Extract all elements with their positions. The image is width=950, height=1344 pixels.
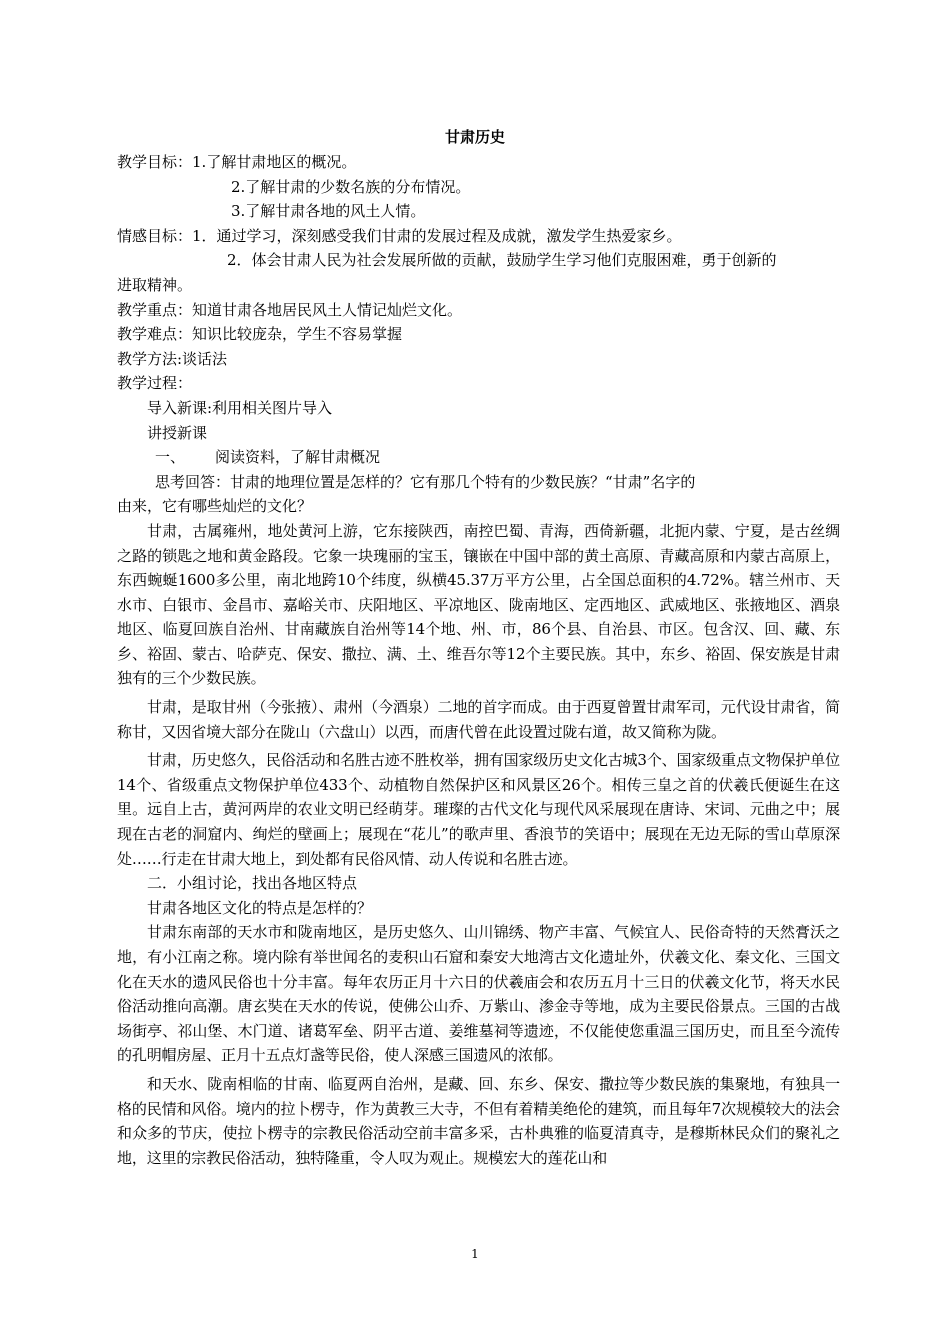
objective-line-2: 2.了解甘肃的少数名族的分布情况。 bbox=[231, 177, 471, 196]
question-1-line-1: 思考回答：甘肃的地理位置是怎样的？它有那几个特有的少数民族？“甘肃”名字的 bbox=[155, 472, 696, 491]
section-1-heading bbox=[117, 445, 840, 470]
objective-line-1 bbox=[117, 150, 840, 175]
lecture-line: 讲授新课 bbox=[147, 423, 208, 442]
objective-item: 1.了解甘肃地区的概况。 bbox=[192, 153, 357, 171]
paragraph-tianshui: 甘肃东南部的天水市和陇南地区，是历史悠久、山川锦绣、物产丰富、气候宜人、民俗奇特的天然膏沃之地，有小江南之称。境内除有举世闻名的麦积山石窟和秦安大地湾古文化遗址外，伏羲文化、秦文化、三国文化在天水的遗风民俗也十分丰富。每年农历正月十六日的伏羲庙会和农历五月十三日的伏羲文化节，将天水民俗活动推向高潮。唐玄奘在天水的传说，使佛公山乔、万紫山、渗金寺等地，成为主要民俗景点。三国的古战场街亭、祁山堡、木门道、诸葛军垒、阴平古道、姜维墓祠等遗迹，不仅能使您重温三国历史，而且至今流传的孔明帽房屋、正月十五点灯盏等民俗，使人深感三国遗风的浓郁。 bbox=[117, 923, 840, 1065]
teaching-method: 教学方法:谈话法 bbox=[117, 349, 228, 368]
paragraph-overview: 甘肃，古属雍州，地处黄河上游，它东接陕西，南控巴蜀、青海，西倚新疆，北扼内蒙、宁夏，是古丝绸之路的锁匙之地和黄金路段。它象一块瑰丽的宝玉，镶嵌在中国中部的黄土高原、青藏高原和内蒙古高原上，东西蜿蜒1600多公里，南北地跨10个纬度，纵横45.37万平方公里，占全国总面积的4.72%。辖兰州市、天水市、白银市、金昌市、嘉峪关市、庆阳地区、平凉地区、陇南地区、定西地区、武威地区、张掖地区、酒泉地区、临夏回族自治州、甘南藏族自治州等14个地、州、市，86个县、自治县、市区。包含汉、回、藏、东乡、裕固、蒙古、哈萨克、保安、撒拉、满、土、维吾尔等12个主要民族。其中，东乡、裕固、保安族是甘肃独有的三个少数民族。 bbox=[117, 521, 840, 688]
difficulty: 教学难点：知识比较庞杂，学生不容易掌握 bbox=[117, 325, 403, 344]
key-point: 教学重点：知道甘肃各地居民风土人情记灿烂文化。 bbox=[117, 300, 463, 319]
paragraph-name-origin: 甘肃，是取甘州（今张掖）、肃州（今酒泉）二地的首字而成。由于西夏曾置甘肃军司，元代设甘肃省，简称甘，又因省境大部分在陇山（六盘山）以西，而唐代曾在此设置过陇右道，故又简称为陇。 bbox=[117, 698, 840, 741]
objective-line-3: 3.了解甘肃各地的风土人情。 bbox=[231, 202, 426, 221]
document-title: 甘肃历史 bbox=[444, 128, 505, 146]
paragraph-gannan-linxia: 和天水、陇南相临的甘南、临夏两自治州，是藏、回、东乡、保安、撒拉等少数民族的集聚地，有独具一格的民情和风俗。境内的拉卜楞寺，作为黄教三大寺，不但有着精美绝伦的建筑，而且每年7次规模较大的法会和众多的节庆，使拉卜楞寺的宗教民俗活动空前丰富多采，古朴典雅的临夏清真寺，是穆斯林民众们的聚礼之地，这里的宗教民俗活动，独特隆重，令人叹为观止。规模宏大的莲花山和 bbox=[117, 1074, 840, 1167]
intro-line: 导入新课:利用相关图片导入 bbox=[147, 398, 333, 417]
emotional-item: 1．通过学习，深刻感受我们甘肃的发展过程及成就，激发学生热爱家乡。 bbox=[192, 226, 682, 245]
objectives-label: 教学目标： bbox=[117, 153, 193, 171]
section-2-heading: 二．小组讨论，找出各地区特点 bbox=[147, 874, 358, 893]
emotional-line-1 bbox=[117, 224, 840, 249]
paragraph-history: 甘肃，历史悠久，民俗活动和名胜古迹不胜枚举，拥有国家级历史文化古城3个、国家级重点文物保护单位14个、省级重点文物保护单位433个、动植物自然保护区和风景区26个。相传三皇之首的伏羲氏便诞生在这里。远自上古，黄河两岸的农业文明已经萌芽。璀璨的古代文化与现代风采展现在唐诗、宋词、元曲之中；展现在古老的洞窟内、绚烂的壁画上；展现在“花儿”的歌声里、香浪节的笑语中；展现在无边无际的雪山草原深处……行走在甘肃大地上，到处都有民俗风情、动人传说和名胜古迹。 bbox=[117, 751, 840, 868]
teaching-process: 教学过程： bbox=[117, 374, 193, 393]
question-2: 甘肃各地区文化的特点是怎样的？ bbox=[147, 898, 373, 917]
document-body bbox=[117, 150, 840, 1170]
question-1-line-2: 由来，它有哪些灿烂的文化？ bbox=[117, 497, 313, 516]
emotional-line-2: 2．体会甘肃人民为社会发展所做的贡献，鼓励学生学习他们克服困难，勇于创新的 bbox=[227, 251, 777, 270]
emotional-label: 情感目标： bbox=[117, 226, 193, 245]
section-1-text: 阅读资料，了解甘肃概况 bbox=[215, 448, 381, 467]
page-number: 1 bbox=[471, 1247, 479, 1261]
section-1-number: 一、 bbox=[155, 448, 186, 467]
emotional-line-3: 进取精神。 bbox=[117, 275, 193, 294]
